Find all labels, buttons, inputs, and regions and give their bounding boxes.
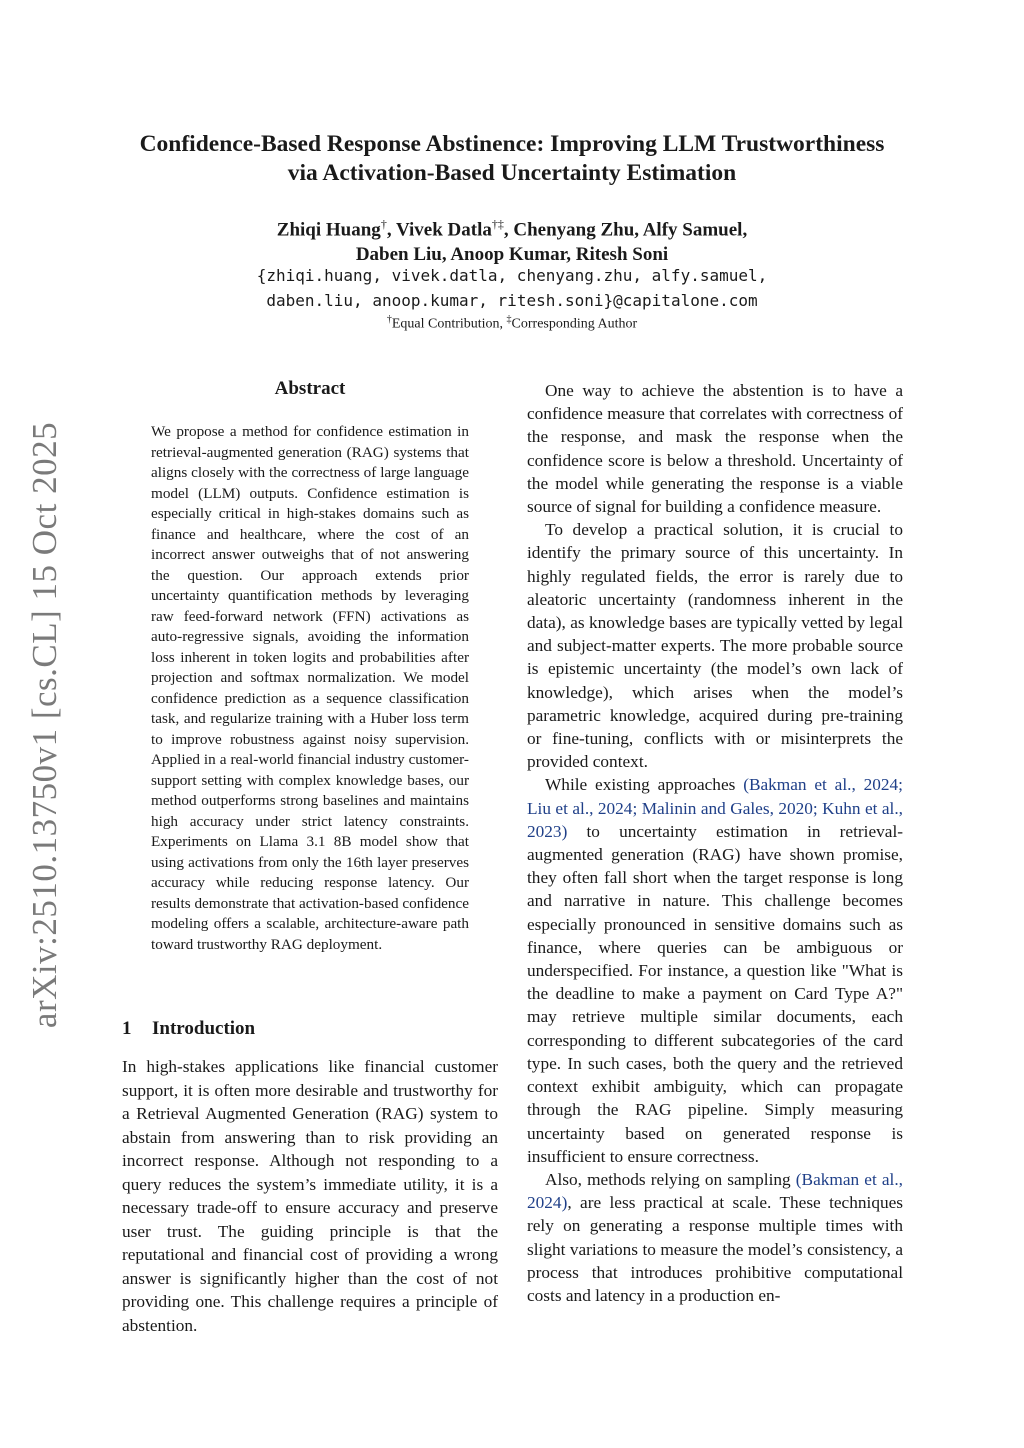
text-span: While existing approaches xyxy=(545,775,744,795)
author-mark: †‡ xyxy=(491,217,504,231)
email-line-2: daben.liu, anoop.kumar, ritesh.soni}@capitalone.com xyxy=(266,291,758,310)
paragraph-sampling-methods xyxy=(527,1168,903,1307)
introduction-text xyxy=(122,1055,498,1337)
right-column-text xyxy=(527,379,903,1307)
abstract-paragraph: We propose a method for confidence estimation in retrieval-augmented generation (RAG) systems that aligns closely with the correctness of large language model (LLM) outputs. Confidence estimation is especially critical in high-stakes domains such as finance and healthcare, where the cost of an incorrect answer outweighs that of not answering the question. Our approach extends prior uncertainty quantification methods by leveraging raw feed-forward network (FFN) activations as auto-regressive signals, avoiding the information loss inherent in token logits and probabilities after projection and softmax normalization. We model confidence prediction as a sequence classification task, and regularize training with a Huber loss term to improve robustness against noisy supervision. Applied in a real-world financial industry customer-support setting with complex knowledge bases, our method outperforms strong baselines and maintains high accuracy under strict latency constraints. Experiments on Llama 3.1 8B model show that using activations from only the 16th layer preserves accuracy while reducing response latency. Our results demonstrate that activation-based confidence modeling offers a scalable, architecture-aware path toward trustworthy RAG deployment. xyxy=(151,423,469,953)
author-name: Zhiqi Huang xyxy=(276,219,381,241)
author-names: , Chenyang Zhu, Alfy Samuel, xyxy=(503,219,748,241)
equal-contribution-label: Equal Contribution, xyxy=(391,316,507,332)
abstract-heading: Abstract xyxy=(274,378,346,399)
email-line-1: {zhiqi.huang, vivek.datla, chenyang.zhu, alfy.samuel, xyxy=(256,266,768,285)
text-span: to uncertainty estimation in retrieval-augmented generation (RAG) have shown promise, they often fall short when the target response is long and narrative in nature. This challenge becomes especially pronounced in sensitive domains such as finance, where queries can be ambiguous or underspecified. For instance, a question like "What is the deadline to make a payment on Card Type A?" may retrieve multiple similar documents, each corresponding to different subcategories of the card type. In such cases, both the query and the retrieved context exhibit ambiguity, which can propagate through the RAG pipeline. Simply measuring uncertainty based on generated response is insufficient to ensure correctness. xyxy=(527,821,903,1166)
paper-title xyxy=(100,130,924,188)
author-line-1 xyxy=(100,212,924,242)
affiliation-note xyxy=(100,314,924,333)
abstract-text xyxy=(151,422,469,955)
arxiv-identifier-stamp: arXiv:2510.13750v1 [cs.CL] 15 Oct 2025 xyxy=(25,421,64,1029)
dagger-mark: † xyxy=(386,314,392,325)
text-span: Also, methods relying on sampling xyxy=(545,1169,796,1189)
author-line-2: Daben Liu, Anoop Kumar, Ritesh Soni xyxy=(355,244,669,266)
introduction-paragraph: In high-stakes applications like financial customer support, it is often more desirable and trustworthy for a Retrieval Augmented Generation (RAG) system to abstain from answering than to risk providing an incorrect response. Although not responding to a query reduces the system’s immediate utility, it is a necessary trade-off to ensure accuracy and preserve user trust. The guiding principle is that the reputational and financial cost of providing a wrong answer is significantly higher than the cost of not providing one. This challenge requires a principle of abstention. xyxy=(122,1057,498,1335)
corresponding-author-label: Corresponding Author xyxy=(511,316,638,332)
text-span: , are less practical at scale. These techniques rely on generating a response multiple times with slight variations to measure the model’s consistency, a process that introduces prohibitive computational costs and latency in a production en- xyxy=(527,1193,903,1305)
citation-link[interactable]: (Bakman et al., 2024; Liu et al., 2024; Malinin and Gales, 2020; Kuhn et al., 2023) xyxy=(527,775,903,841)
author-name: , Vivek Datla xyxy=(386,219,492,241)
double-dagger-mark: ‡ xyxy=(506,314,512,325)
author-emails xyxy=(100,263,924,313)
section-number: 1 xyxy=(122,1018,132,1039)
paper-title-line-1: Confidence-Based Response Abstinence: Improving LLM Trustworthiness xyxy=(139,131,885,157)
paragraph-uncertainty-source: To develop a practical solution, it is crucial to identify the primary source of this uncertainty. In highly regulated fields, the error is rarely due to aleatoric uncertainty (randomness inherent in the data), as knowledge bases are typically vetted by legal and subject-matter experts. The more probable source is epistemic uncertainty (the model’s own lack of knowledge), which arises when the model’s parametric knowledge, acquired during pre-training or fine-tuning, conflicts with or misinterprets the provided context. xyxy=(527,520,903,772)
paragraph-existing-approaches xyxy=(527,773,903,1167)
introduction-heading xyxy=(122,1018,255,1040)
citation-link[interactable]: (Bakman et al., 2024) xyxy=(527,1169,903,1213)
paper-title-line-2: via Activation-Based Uncertainty Estimation xyxy=(287,160,737,186)
author-list xyxy=(100,212,924,267)
paragraph-abstention-measure: One way to achieve the abstention is to have a confidence measure that correlates with correctness of the response, and mask the response when the confidence score is below a threshold. Uncertainty of the model while generating the response is a viable source of signal for building a confidence measure. xyxy=(527,381,903,517)
author-mark: † xyxy=(380,217,387,231)
section-title: Introduction xyxy=(152,1018,256,1039)
